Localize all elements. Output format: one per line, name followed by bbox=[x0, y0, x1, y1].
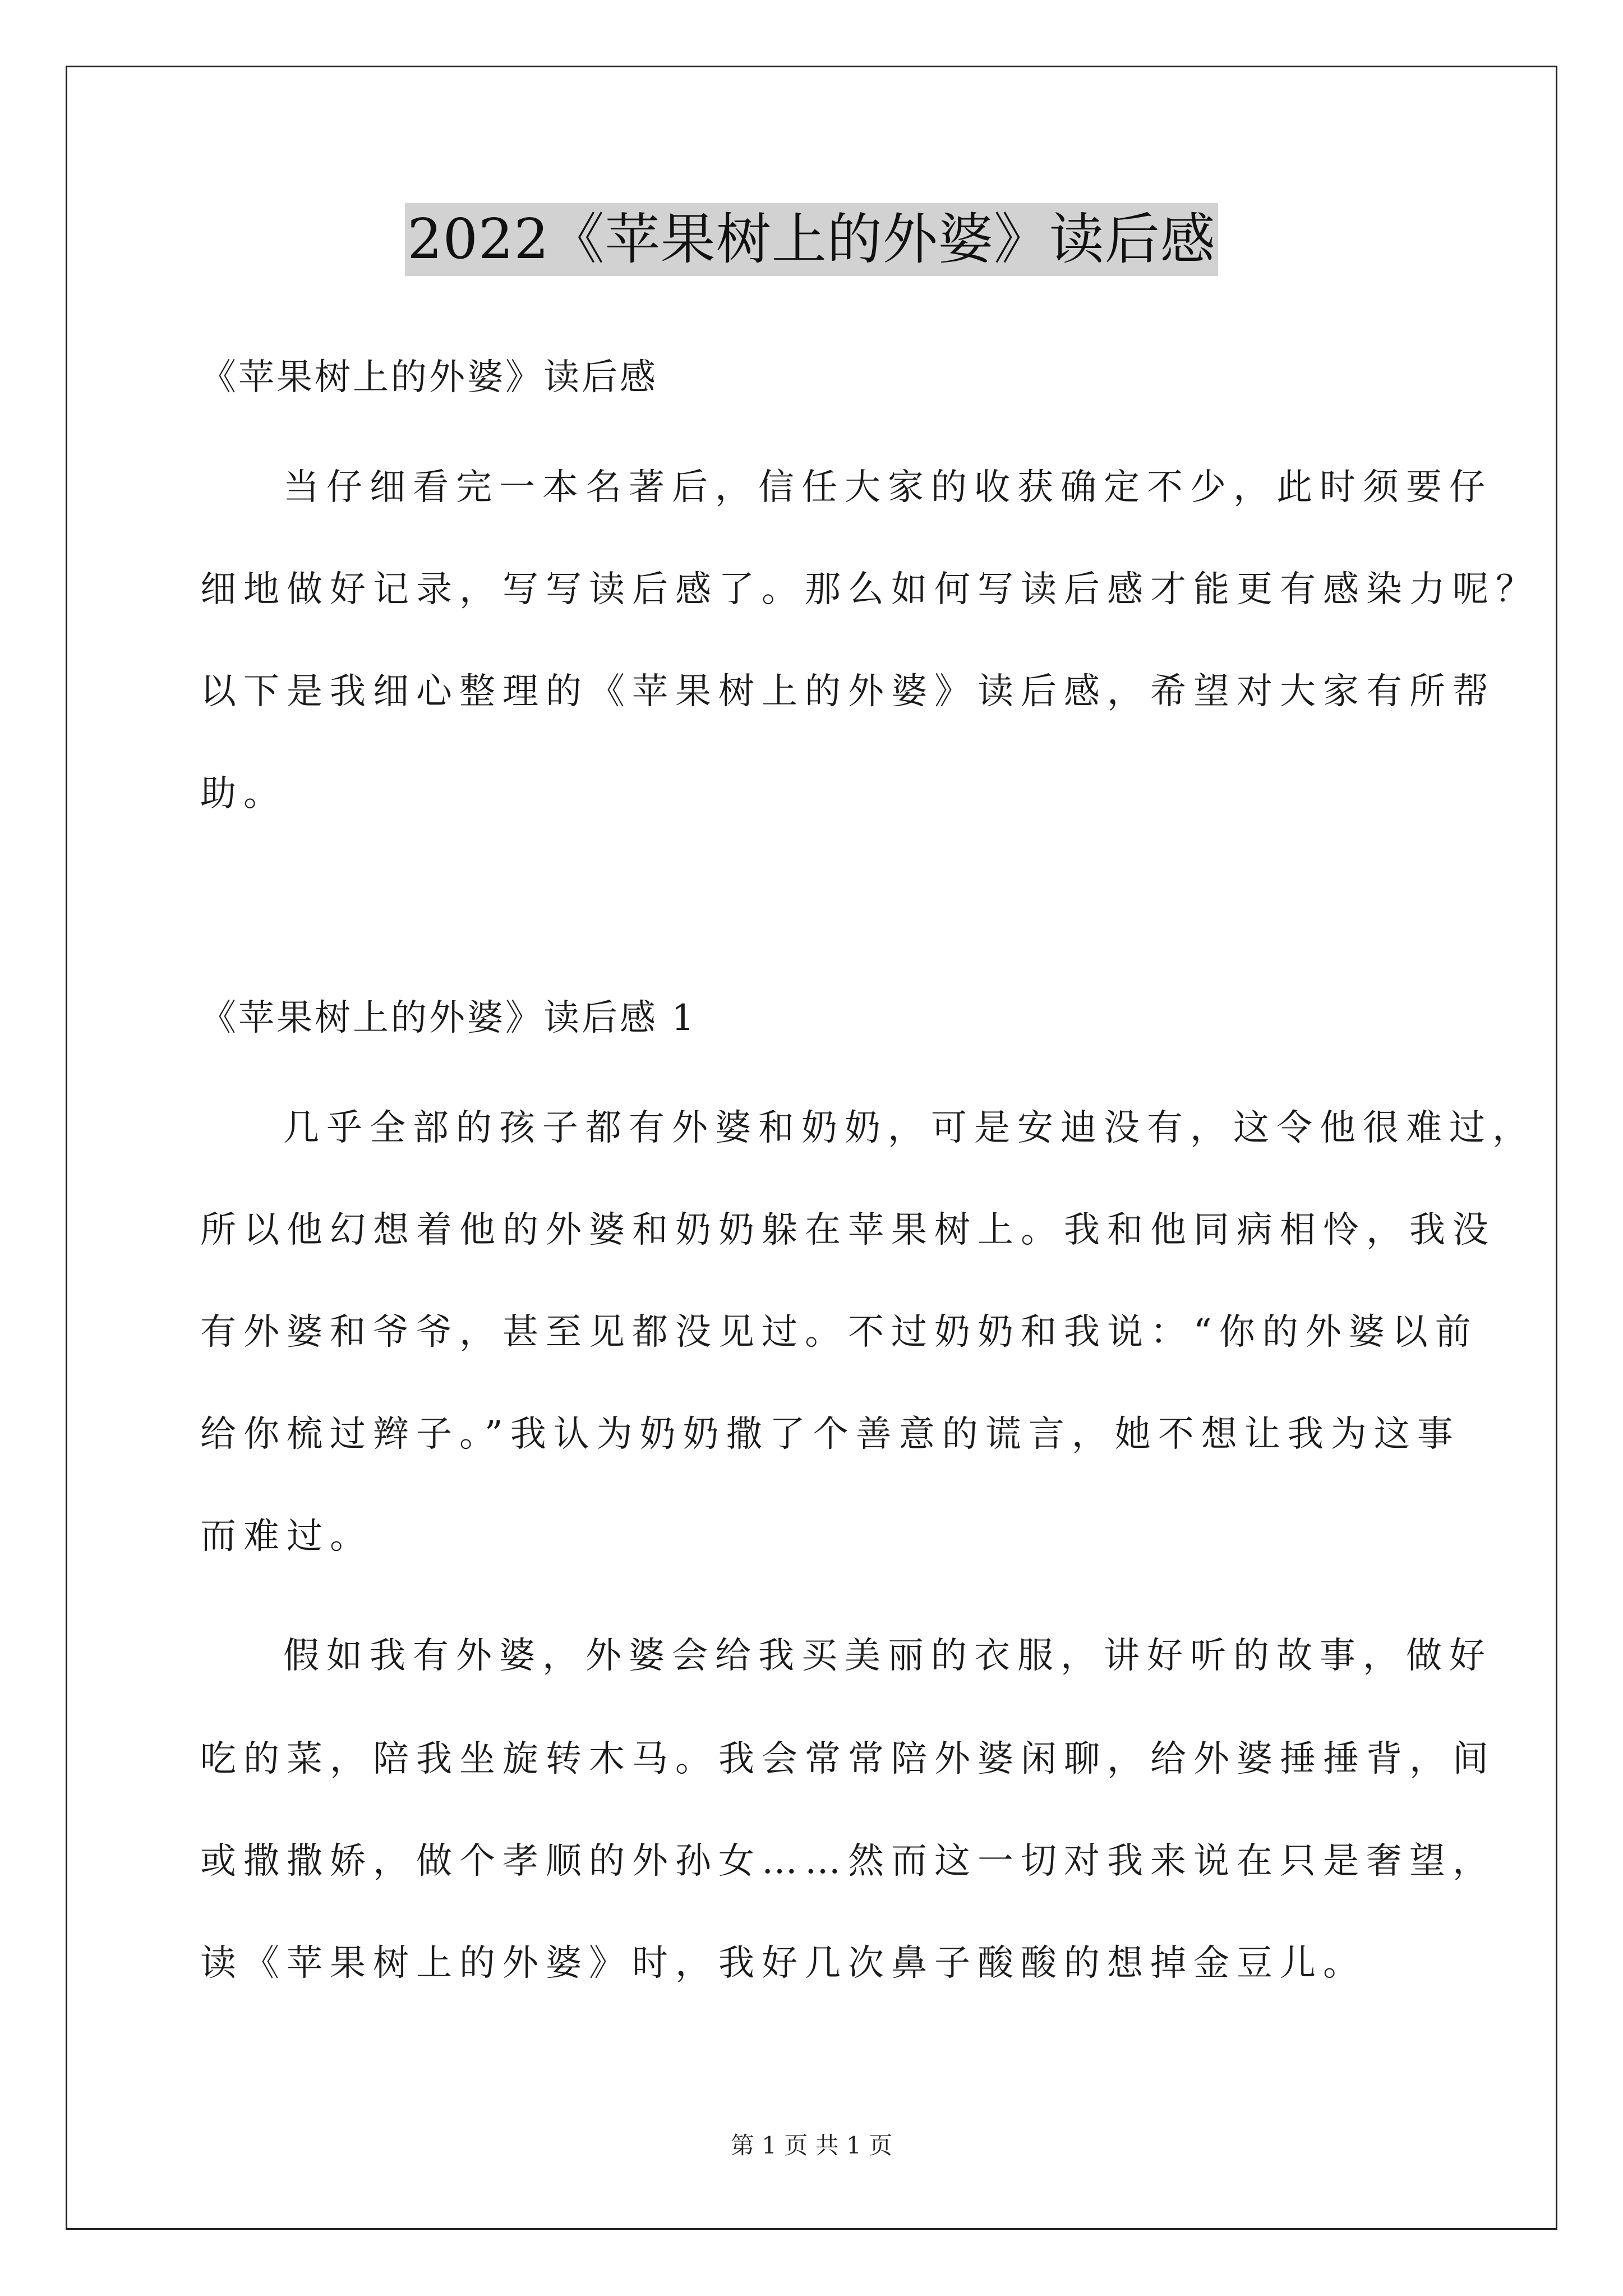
intro-line: 助。 bbox=[200, 773, 287, 815]
title-container bbox=[0, 203, 1623, 276]
section-heading: 《苹果树上的外婆》读后感 1 bbox=[200, 997, 697, 1039]
paragraph1-line: 有外婆和爷爷，甚至见都没见过。不过奶奶和我说：“你的外婆以前 bbox=[200, 1312, 1478, 1353]
document-title: 2022《苹果树上的外婆》读后感 bbox=[405, 203, 1218, 276]
paragraph2-line: 或撒撒娇，做个孝顺的外孙女……然而这一切对我来说在只是奢望， bbox=[200, 1841, 1496, 1882]
paragraph1-line: 给你梳过辫子。”我认为奶奶撒了个善意的谎言，她不想让我为这事 bbox=[200, 1414, 1460, 1455]
intro-line: 当仔细看完一本名著后，信任大家的收获确定不少，此时须要仔 bbox=[283, 467, 1492, 508]
page-footer: 第 1 页 共 1 页 bbox=[730, 2132, 893, 2159]
paragraph2-line: 假如我有外婆，外婆会给我买美丽的衣服，讲好听的故事，做好 bbox=[283, 1635, 1492, 1677]
paragraph1-line: 所以他幻想着他的外婆和奶奶躲在苹果树上。我和他同病相怜，我没 bbox=[200, 1209, 1496, 1251]
intro-line: 以下是我细心整理的《苹果树上的外婆》读后感，希望对大家有所帮 bbox=[200, 671, 1496, 712]
paragraph2-line: 吃的菜，陪我坐旋转木马。我会常常陪外婆闲聊，给外婆捶捶背，间 bbox=[200, 1738, 1496, 1780]
intro-heading: 《苹果树上的外婆》读后感 bbox=[200, 357, 658, 398]
paragraph1-line: 而难过。 bbox=[200, 1516, 373, 1557]
intro-line: 细地做好记录，写写读后感了。那么如何写读后感才能更有感染力呢？ bbox=[200, 569, 1539, 610]
paragraph2-line: 读《苹果树上的外婆》时，我好几次鼻子酸酸的想掉金豆儿。 bbox=[200, 1943, 1366, 1984]
paragraph1-line: 几乎全部的孩子都有外婆和奶奶，可是安迪没有，这令他很难过， bbox=[283, 1107, 1536, 1149]
